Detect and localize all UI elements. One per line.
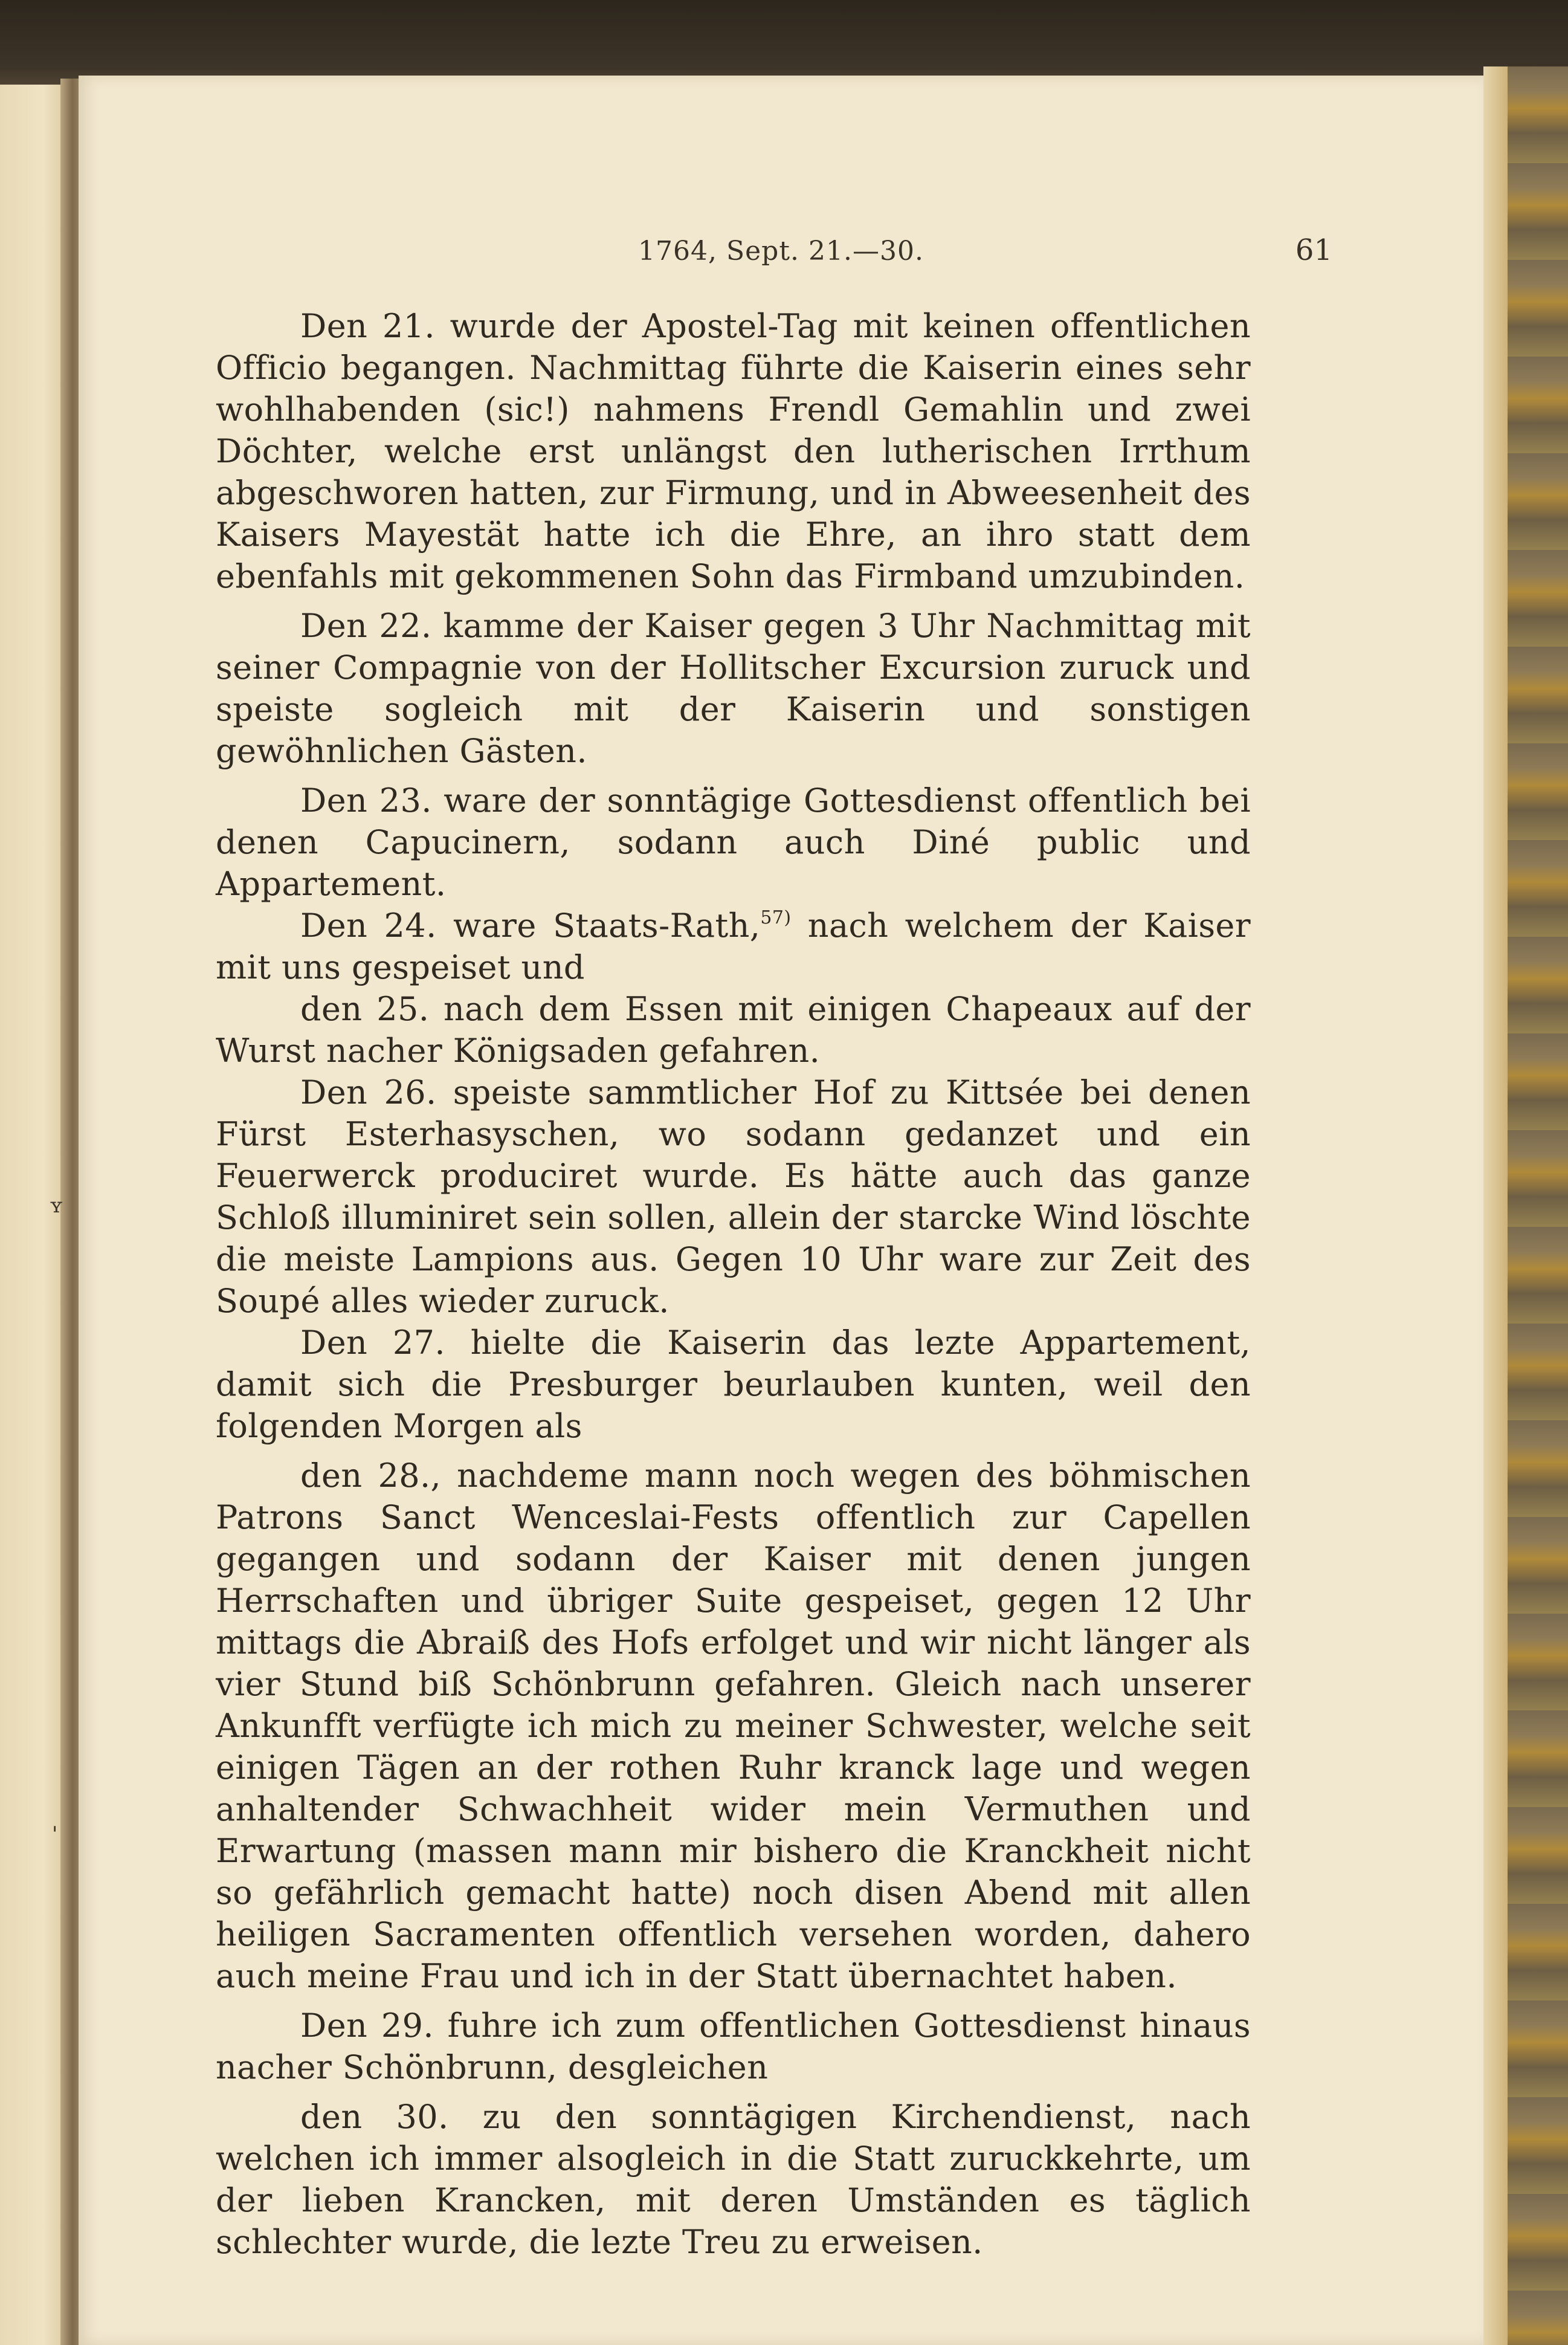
paragraph: Den 21. wurde der Apostel-Tag mit keinen offentlichen Officio begangen. Nachmittag führte die Kaiserin eines sehr wohlhabenden (sic!) nahmens Frendl Gemahlin und zwei Döchter, welche erst unlängst den lutherischen Irrthum abgeschworen hatten, zur Firmung, und in Abweesenheit des Kaisers Mayestät hatte ich die Ehre, an ihro statt dem ebenfahls mit gekommenen Sohn das Firmband umzubinden. bbox=[216, 307, 1251, 595]
paragraph: Den 27. hielte die Kaiserin das lezte Appartement, damit sich die Presburger beurlauben kunten, weil den folgenden Morgen als bbox=[216, 1324, 1251, 1445]
paragraph-text: nach welchem der Kaiser mit uns gespeiset und bbox=[216, 907, 1251, 986]
paragraph: Den 29. fuhre ich zum offentlichen Gottesdienst hinaus nacher Schönbrunn, desgleichen bbox=[216, 2007, 1251, 2086]
paragraph: den 30. zu den sonntägigen Kirchendienst, nach welchen ich immer alsogleich in die Statt zuruckkehrte, um der lieben Krancken, mit deren Umständen es täglich schlechter wurde, die lezte Treu zu erweisen. bbox=[216, 2098, 1251, 2261]
margin-mark: ' bbox=[52, 1822, 58, 1846]
paragraph: den 25. nach dem Essen mit einigen Chapeaux auf der Wurst nacher Königsaden gefahren. bbox=[216, 990, 1251, 1070]
running-head bbox=[79, 233, 1483, 278]
paragraph: den 28., nachdeme mann noch wegen des böhmischen Patrons Sanct Wenceslai-Fests offentlich zur Capellen gegangen und sodann der Kaiser mit denen jungen Herrschaften und übriger Suite gespeiset, gegen 12 Uhr mittags die Abraiß des Hofs erfolget und wir nicht länger als vier Stund biß Schönbrunn gefahren. Gleich nach unserer Ankunfft verfügte ich mich zu meiner Schwester, welche seit einigen Tägen an der rothen Ruhr kranck lage und wegen anhaltender Schwachheit wider mein Vermuthen und Erwartung (massen mann mir bishero die Kranckheit nicht so gefährlich gemacht hatte) noch disen Abend mit allen heiligen Sacramenten offentlich versehen worden, dahero auch meine Frau und ich in der Statt übernachtet haben. bbox=[216, 1457, 1251, 1995]
page-edge bbox=[1483, 66, 1508, 2345]
paragraph: Den 22. kamme der Kaiser gegen 3 Uhr Nachmittag mit seiner Compagnie von der Hollitscher Excursion zuruck und speiste sogleich mit der Kaiserin und sonstigen gewöhnlichen Gästen. bbox=[216, 607, 1251, 770]
footnote-marker: 57) bbox=[760, 907, 792, 928]
running-title: 1764, Sept. 21.—30. bbox=[638, 236, 924, 267]
paragraph bbox=[216, 905, 1251, 988]
paragraph: Den 26. speiste sammtlicher Hof zu Kittsée bei denen Fürst Esterhasyschen, wo sodann gedanzet und ein Feuerwerck produciret wurde. Es hätte auch das ganze Schloß illuminiret sein sollen, allein der starcke Wind löschte die meiste Lampions aus. Gegen 10 Uhr ware zur Zeit des Soupé alles wieder zuruck. bbox=[216, 1073, 1251, 1320]
margin-mark: ʏ bbox=[50, 1194, 63, 1218]
paragraph-text: Den 24. ware Staats-Rath, bbox=[300, 907, 761, 945]
body-text bbox=[216, 305, 1251, 2263]
page-number: 61 bbox=[1295, 233, 1332, 267]
paragraph: Den 23. ware der sonntägige Gottesdienst offentlich bei denen Capucinern, sodann auch Diné public und Appartement. bbox=[216, 781, 1251, 903]
